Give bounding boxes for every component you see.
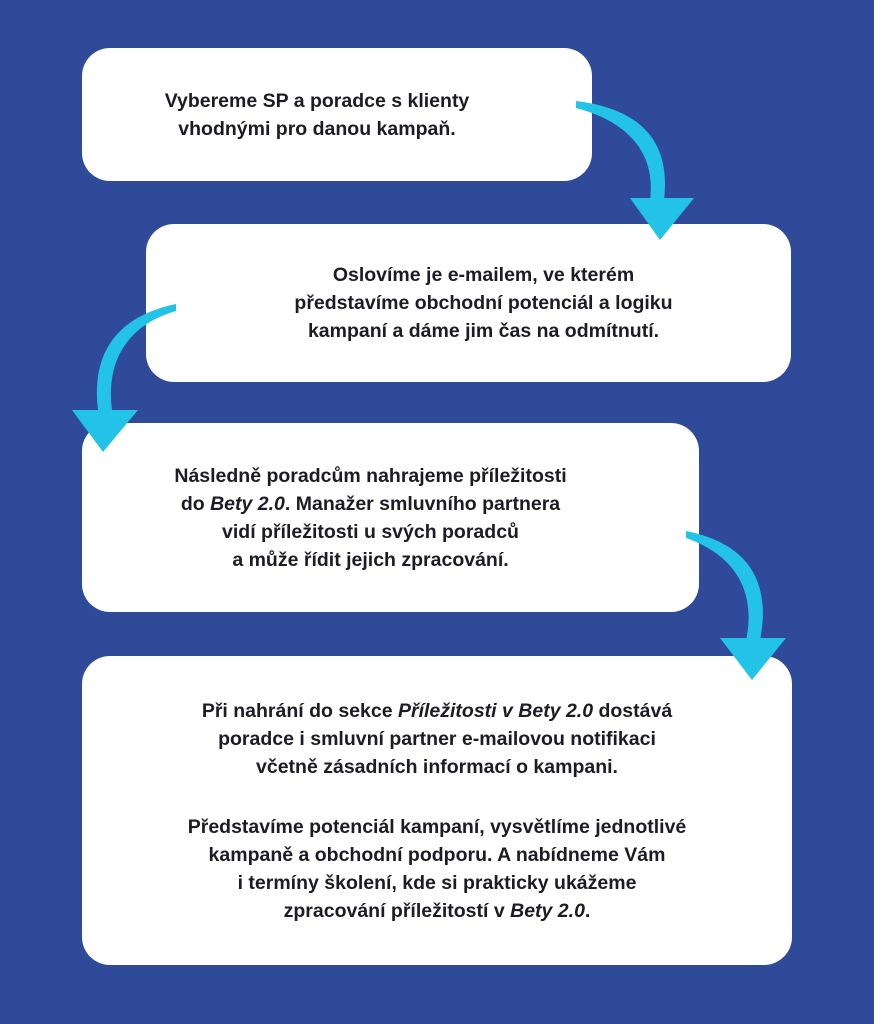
step-4-p2-line-2: kampaně a obchodní podporu. A nabídneme Vám [208, 843, 666, 866]
step-4-p2-line-3: i termíny školení, kde si prakticky ukážeme [237, 871, 637, 894]
step-3-line-4: a může řídit jejich zpracování. [232, 548, 509, 571]
step-3-line-1: Následně poradcům nahrajeme příležitosti [174, 464, 567, 487]
arrow-down-right-icon [686, 531, 786, 680]
section-name: Příležitosti v Bety 2.0 [397, 699, 594, 722]
step-3-line-3: vidí příležitosti u svých poradců [222, 520, 519, 543]
step-4-p2-line-1: Představíme potenciál kampaní, vysvětlíme jednotlivé [187, 815, 687, 838]
step-4-p1-line-3: včetně zásadních informací o kampani. [256, 755, 618, 778]
step-4-p1-line-2: poradce i smluvní partner e-mailovou notifikaci [218, 727, 656, 750]
bety-product-name: Bety 2.0 [510, 899, 585, 922]
step-4-p2-line-4: zpracování příležitostí v Bety 2.0. [283, 899, 591, 922]
step-1-line-1: Vybereme SP a poradce s klienty [164, 89, 470, 112]
arrow-down-left-icon [72, 304, 176, 452]
step-2-line-2: představíme obchodní potenciál a logiku [294, 292, 673, 314]
bety-product-name: Bety 2.0 [210, 492, 285, 515]
step-2-line-1: Oslovíme je e-mailem, ve kterém [332, 264, 635, 286]
step-4-p1-line-1: Při nahrání do sekce Příležitosti v Bety 2.0 dostává [201, 699, 673, 722]
step-1-line-2: vhodnými pro danou kampaň. [178, 117, 456, 140]
step-2-line-3: kampaní a dáme jim čas na odmítnutí. [307, 320, 660, 342]
step-3-line-2: do Bety 2.0. Manažer smluvního partnera [180, 492, 561, 515]
arrow-down-right-icon [576, 101, 694, 240]
